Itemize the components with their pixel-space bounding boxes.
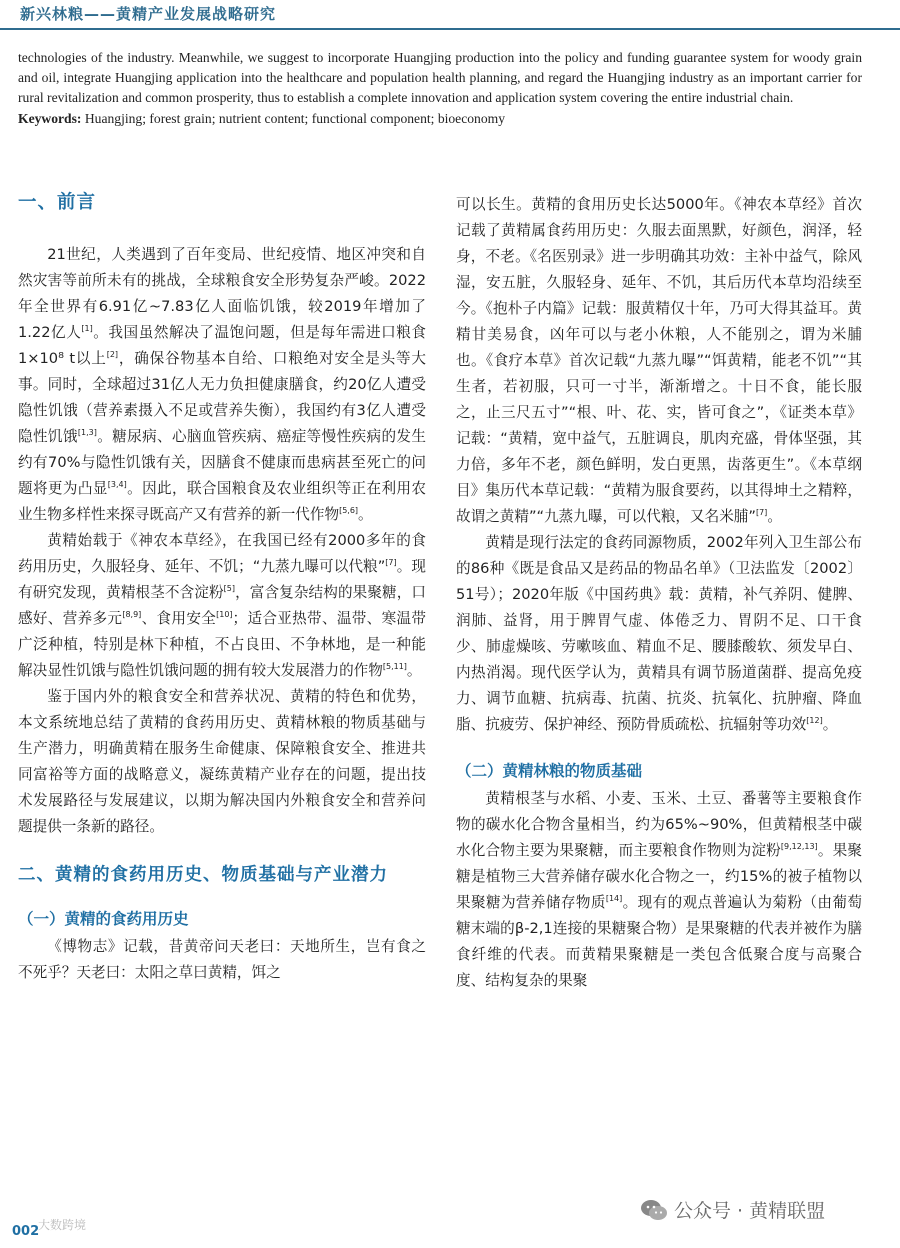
right-column	[456, 192, 862, 994]
intro-paragraph-1: 21世纪，人类遇到了百年变局、世纪疫情、地区冲突和自然灾害等前所未有的挑战，全球粮食安全形势复杂严峻。2022年全世界有6.91亿~7.83亿人面临饥饿，较2019年增加了1.22亿人[1]。我国虽然解决了温饱问题，但是每年需进口粮食1×10⁸ t以上[2]，确保谷物基本自给、口粮绝对安全是头等大事。同时，全球超过31亿人无力负担健康膳食，约20亿人遭受隐性饥饿（营养素摄入不足或营养失衡），我国约有3亿人遭受隐性饥饿[1,3]。糖尿病、心脑血管疾病、癌症等慢性疾病的发生约有70%与隐性饥饿有关，因膳食不健康而患病甚至死亡的问题将更为凸显[3,4]。因此，联合国粮食及农业组织等正在利用农业生物多样性来探寻既高产又有营养的新一代作物[5,6]。	[18, 246, 426, 523]
running-header	[0, 0, 900, 28]
keywords-text: Huangjing; forest grain; nutrient content; functional component; bioeconomy	[84, 111, 506, 126]
abstract-text: technologies of the industry. Meanwhile, we suggest to incorporate Huangjing production into the policy and funding guarantee system for woody grain and oil, integrate Huangjing application into the healthcare and population health planning, and regard the Huangjing industry as an important carrier for rural revitalization and common prosperity, thus to establish a complete innovation and application system covering the entire industrial chain.	[18, 50, 862, 105]
history-paragraph-1: 《博物志》记载，昔黄帝问天老曰：天地所生，岂有食之不死乎？天老曰：太阳之草曰黄精，饵之	[18, 938, 426, 981]
intro-paragraph-3: 鉴于国内外的粮食安全和营养状况、黄精的特色和优势，本文系统地总结了黄精的食药用历史、黄精林粮的物质基础与生产潜力，明确黄精在服务生命健康、保障粮食安全、推进共同富裕等方面的战略意义，凝练黄精产业存在的问题，提出技术发展路径与发展建议，以期为解决国内外粮食安全和营养问题提供一条新的路径。	[18, 688, 426, 835]
wechat-watermark	[640, 1196, 825, 1223]
basis-paragraph-1: 黄精根茎与水稻、小麦、玉米、土豆、番薯等主要粮食作物的碳水化合物含量相当，约为65%~90%，但黄精根茎中碳水化合物主要为果聚糖，而主要粮食作物则为淀粉[9,12,13]。果聚糖是植物三大营养储存碳水化合物之一，约15%的被子植物以果聚糖为营养储存物质[14]。现有的观点普遍认为菊粉（由葡萄糖末端的β-2,1连接的果糖聚合物）是果聚糖的代表并被作为膳食纤维的代表。而黄精果聚糖是一类包含低聚合度与高聚合度、结构复杂的果聚	[456, 790, 862, 989]
keywords-line	[18, 109, 862, 129]
watermark-text: 公众号 · 黄精联盟	[674, 1200, 826, 1222]
history-paragraph-2: 黄精是现行法定的食药同源物质，2002年列入卫生部公布的86种《既是食品又是药品的物品名单》（卫法监发〔2002〕51号）；2020年版《中国药典》载：黄精，补气养阴、健脾、润肺、益肾，用于脾胃气虚、体倦乏力、胃阴不足、口干食少、肺虚燥咳、劳嗽咳血、精血不足、腰膝酸软、须发早白、内热消渴。现代医学认为，黄精具有调节肠道菌群、提高免疫力、调节血糖、抗病毒、抗菌、抗炎、抗氧化、抗肿瘤、降血脂、抗疲劳、保护神经、预防骨质疏松、抗辐射等功效[12]。	[456, 534, 862, 733]
keywords-label: Keywords:	[18, 111, 82, 126]
section-heading-intro: 一、前言	[18, 192, 97, 213]
corner-watermark: 大数跨境	[38, 1218, 87, 1232]
wechat-icon	[640, 1199, 668, 1221]
section-heading-history: 二、黄精的食药用历史、物质基础与产业潜力	[18, 865, 388, 885]
subsection-heading-basis: （二）黄精林粮的物质基础	[456, 762, 643, 780]
header-rule	[0, 28, 900, 30]
abstract-block	[18, 48, 862, 129]
page-number: 002	[12, 1224, 40, 1239]
history-paragraph-cont: 可以长生。黄精的食用历史长达5000年。《神农本草经》首次记载了黄精属食药用历史：久服去面黑默，好颜色，润泽，轻身，不老。《名医别录》进一步明确其功效：主补中益气，除风湿，安五脏，久服轻身、延年、不饥，其后历代本草均沿续至今。《抱朴子内篇》记载：服黄精仅十年，乃可大得其益耳。黄精甘美易食，凶年可以与老小休粮，人不能别之，谓为米脯也。《食疗本草》首次记载“九蒸九曝”“饵黄精，能老不饥”“其生者，若初服，只可一寸半，渐渐增之。十日不食，能长服之，止三尺五寸”“根、叶、花、实，皆可食之”，《证类本草》记载：“黄精，宽中益气，五脏调良，肌肉充盛，骨体坚强，其力倍，多年不老，颜色鲜明，发白更黑，齿落更生”。《本草纲目》集历代本草记载：“黄精为服食要药，以其得坤土之精粹，故谓之黄精”“九蒸九曝，可以代粮，又名米脯”[7]。	[456, 196, 862, 525]
journal-header-title: 新兴林粮——黄精产业发展战略研究	[20, 5, 277, 23]
intro-paragraph-2: 黄精始载于《神农本草经》，在我国已经有2000多年的食药用历史，久服轻身、延年、不饥；“九蒸九曝可以代粮”[7]。现有研究发现，黄精根茎不含淀粉[5]，富含复杂结构的果聚糖，口感好、营养多元[8,9]、食用安全[10]；适合亚热带、温带、寒温带广泛种植，特别是林下种植，不占良田、不争林地，是一种能解决显性饥饿与隐性饥饿问题的拥有较大发展潜力的作物[5,11]。	[18, 532, 426, 679]
left-column	[18, 190, 426, 986]
subsection-heading-history: （一）黄精的食药用历史	[18, 910, 189, 928]
